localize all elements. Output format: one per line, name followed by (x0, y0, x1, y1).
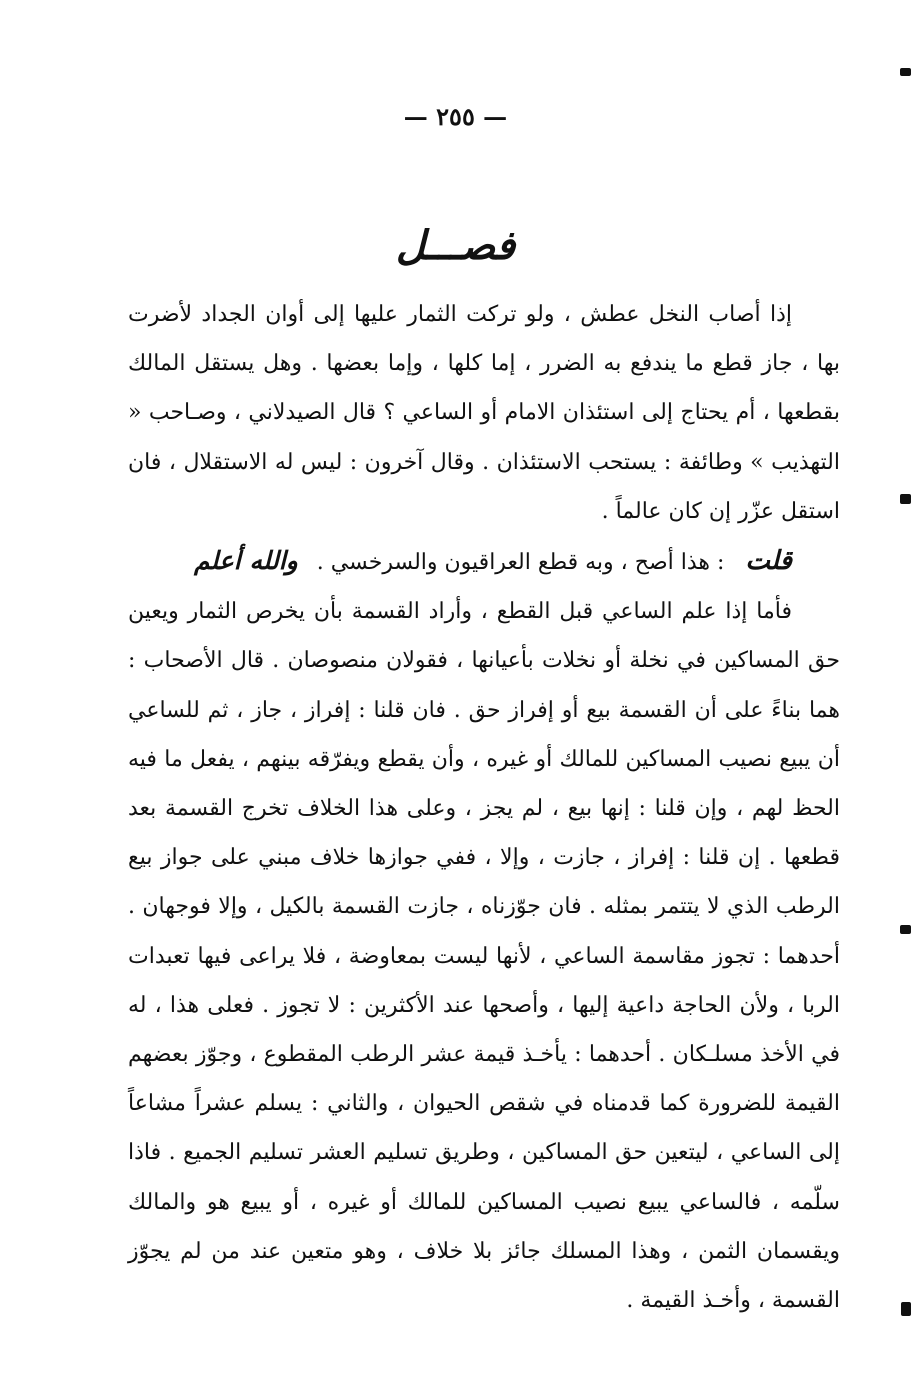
paragraph-2: فأما إذا علم الساعي قبل القطع ، وأراد القسمة بأن يخرص الثمار ويعين حق المساكين في نخلة أو نخلات بأعيانها ، فقولان منصوصان . قال الأصحاب : هما بناءً على أن القسمة بيع أو إفراز حق . فان قلنا : إفراز ، جاز ، ثم للساعي أن يبيع نصيب المساكين للمالك أو غيره ، وأن يقطع ويفرّقه بينهم ، يفعل ما فيه الحظ لهم ، وإن قلنا : إنها بيع ، لم يجز ، وعلى هذا الخلاف تخرج القسمة بعد قطعها . إن قلنا : إفراز ، جازت ، وإلا ، ففي جوازها خلاف مبني على جواز بيع الرطب الذي لا يتتمر بمثله . فان جوّزناه ، جازت القسمة بالكيل ، وإلا فوجهان . أحدهما : تجوز مقاسمة الساعي ، لأنها ليست بمعاوضة ، فلا يراعى فيها تعبدات الربا ، ولأن الحاجة داعية إليها ، وأصحها عند الأكثرين : لا تجوز . فعلى هذا ، له في الأخذ مسلـكان . أحدهما : يأخـذ قيمة عشر الرطب المقطوع ، وجوّز بعضهم القيمة للضرورة كما قدمناه في شقص الحيوان ، والثاني : يسلم عشراً مشاعاً إلى الساعي ، ليتعين حق المساكين ، وطريق تسليم العشر تسليم الجميع . فاذا سلّمه ، فالساعي يبيع نصيب المساكين للمالك أو غيره ، أو يبيع هو والمالك ويقسمان الثمن ، وهذا المسلك جائز بلا خلاف ، وهو متعين عند من لم يجوّز القسمة ، وأخـذ القيمة . (128, 599, 840, 1314)
editor-note (128, 536, 840, 587)
margin-ink-mark (900, 925, 911, 934)
note-text: : هذا أصح ، وبه قطع العراقيون والسرخسي . (316, 550, 725, 576)
margin-ink-mark (900, 68, 911, 76)
body-text (128, 290, 840, 1325)
margin-ink-mark (900, 494, 911, 504)
paragraph-1: إذا أصاب النخل عطش ، ولو تركت الثمار عليها إلى أوان الجداد لأضرت بها ، جاز قطع ما يندفع به الضرر ، إما كلها ، وإما بعضها . وهل يستقل المالك بقطعها ، أم يحتاج إلى استئذان الامام أو الساعي ؟ قال الصيدلاني ، وصـاحب « التهذيب » وطائفة : يستحب الاستئذان . وقال آخرون : ليس له الاستقلال ، فان استقل عزّر إن كان عالماً . (128, 302, 840, 524)
section-title: فصـــل (395, 222, 516, 269)
margin-ink-mark (901, 1302, 911, 1316)
closing-formula: والله أعلم (193, 546, 298, 576)
page-number: — ٢٥٥ — (403, 102, 508, 131)
note-label: قلت (745, 546, 792, 577)
